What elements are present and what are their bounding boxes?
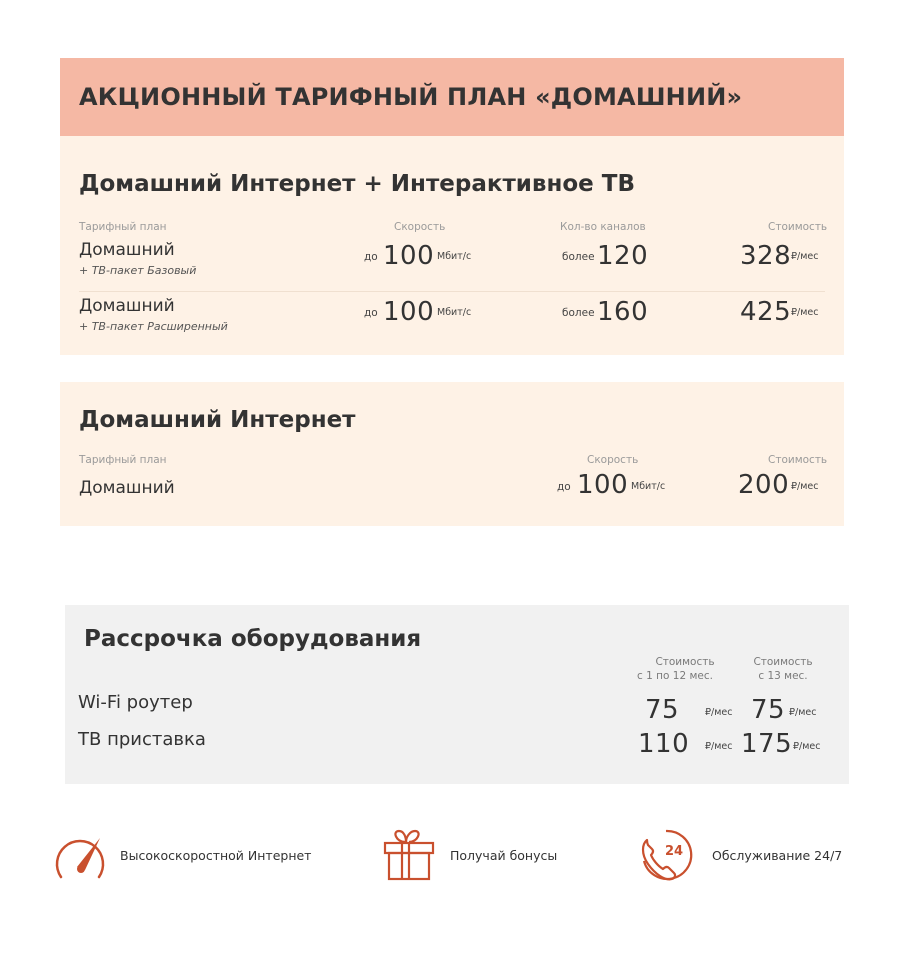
price-unit: ₽/мес xyxy=(705,741,733,752)
price-unit: ₽/мес xyxy=(791,481,819,492)
promo-title: АКЦИОННЫЙ ТАРИФНЫЙ ПЛАН «ДОМАШНИЙ» xyxy=(79,83,743,111)
speed-unit: Мбит/с xyxy=(631,481,666,492)
channels-prefix: более xyxy=(562,251,595,263)
installment-col1-line1: Стоимость xyxy=(655,656,715,668)
speed-prefix: до xyxy=(557,481,571,493)
speed-value: 100 xyxy=(383,241,435,271)
installment-col2-line1: Стоимость xyxy=(753,656,813,668)
price-first-period: 110 xyxy=(638,729,690,759)
combo-header-speed: Скорость xyxy=(394,221,446,233)
price-unit: ₽/мес xyxy=(791,251,819,262)
price-after-period: 75 xyxy=(751,695,786,725)
price-unit: ₽/мес xyxy=(705,707,733,718)
channels-prefix: более xyxy=(562,307,595,319)
internet-header-speed: Скорость xyxy=(587,454,639,466)
feature-label: Получай бонусы xyxy=(450,848,558,863)
plan-name: Домашний xyxy=(79,478,175,498)
installment-col1-line2: с 1 по 12 мес. xyxy=(637,670,713,682)
combo-header-channels: Кол-во каналов xyxy=(560,221,646,233)
speed-prefix: до xyxy=(364,251,378,263)
equipment-name: Wi-Fi роутер xyxy=(78,692,193,713)
speed-value: 100 xyxy=(577,470,629,500)
price-value: 200 xyxy=(738,470,790,500)
internet-header-cost: Стоимость xyxy=(768,454,828,466)
channels-value: 160 xyxy=(597,297,649,327)
price-value: 425 xyxy=(740,297,792,327)
price-unit: ₽/мес xyxy=(791,307,819,318)
speedometer-icon xyxy=(52,828,108,884)
equipment-name: ТВ приставка xyxy=(78,729,206,750)
row-divider xyxy=(79,291,825,292)
badge-24: 24 xyxy=(664,844,684,859)
channels-value: 120 xyxy=(597,241,649,271)
plan-name: Домашний xyxy=(79,240,175,260)
installment-col2-line2: с 13 мес. xyxy=(758,670,808,682)
price-first-period: 75 xyxy=(645,695,680,725)
price-value: 328 xyxy=(740,241,792,271)
plan-package: + ТВ-пакет Расширенный xyxy=(79,320,228,333)
combo-header-cost: Стоимость xyxy=(768,221,828,233)
phone-24-icon xyxy=(638,828,696,886)
combo-title: Домашний Интернет + Интерактивное ТВ xyxy=(79,171,635,197)
gift-icon xyxy=(382,828,436,882)
speed-unit: Мбит/с xyxy=(437,251,472,262)
speed-unit: Мбит/с xyxy=(437,307,472,318)
plan-package: + ТВ-пакет Базовый xyxy=(79,264,197,277)
internet-panel xyxy=(60,382,844,526)
speed-prefix: до xyxy=(364,307,378,319)
feature-label: Высокоскоростной Интернет xyxy=(120,848,312,863)
feature-label: Обслуживание 24/7 xyxy=(712,848,843,863)
price-unit: ₽/мес xyxy=(793,741,821,752)
price-unit: ₽/мес xyxy=(789,707,817,718)
price-after-period: 175 xyxy=(741,729,793,759)
plan-name: Домашний xyxy=(79,296,175,316)
internet-header-plan: Тарифный план xyxy=(79,454,167,466)
combo-header-plan: Тарифный план xyxy=(79,221,167,233)
speed-value: 100 xyxy=(383,297,435,327)
internet-title: Домашний Интернет xyxy=(79,407,356,433)
installment-title: Рассрочка оборудования xyxy=(84,626,422,652)
